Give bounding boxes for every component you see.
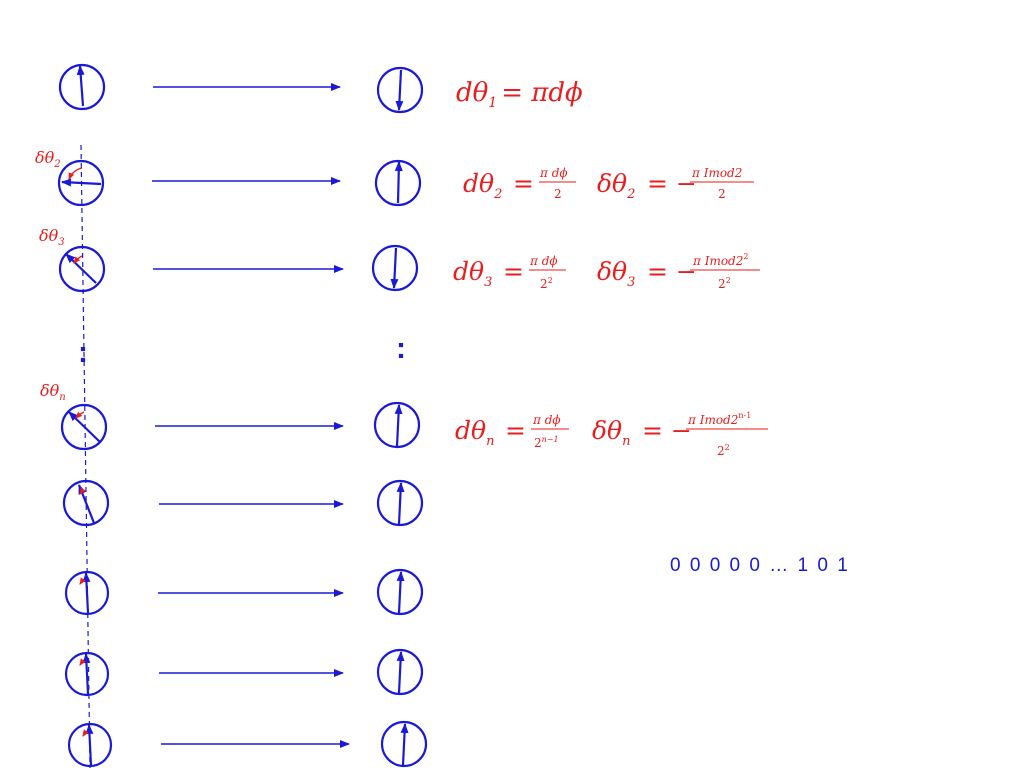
- input-qubit-n-plus-2: [66, 572, 108, 614]
- svg-text:2: 2: [718, 187, 726, 201]
- svg-text:dθ3: $d\theta_3$: [453, 257, 493, 290]
- output-qubit-n-plus-3: [378, 650, 422, 694]
- angle-label-n: $\delta\theta_n$: [40, 381, 66, 403]
- svg-text:=: =: [513, 169, 534, 198]
- svg-text:π dϕ: π dϕ: [530, 254, 558, 268]
- svg-text:π dϕ: π dϕ: [533, 413, 561, 427]
- svg-text:2: 2: [554, 187, 562, 201]
- equation-row-n: [455, 411, 768, 458]
- ellipsis-right: :: [396, 332, 408, 365]
- svg-text:π Imod22: π $Imod2^2$: [693, 252, 749, 268]
- svg-text:π Imod2n-1: π Imod2$^{n-1}$: [688, 411, 752, 427]
- svg-text:22: $2^2$: [540, 276, 553, 291]
- svg-text:π Imod2: π Imod2: [692, 166, 743, 180]
- output-qubit-2: [376, 161, 420, 205]
- svg-text:dθ2: $d\theta_2$: [463, 169, 503, 202]
- svg-text:δθ2: $\delta\theta_2$: [597, 169, 636, 202]
- equation-row-2: [463, 166, 754, 202]
- input-qubit-n-plus-3: [66, 653, 108, 695]
- svg-text:δθn: $\delta\theta_n$: [592, 416, 631, 449]
- svg-text:2n−1: $2^{n-1}$: [534, 435, 559, 450]
- input-qubit-n: [62, 405, 106, 449]
- equation-row-1: [456, 78, 583, 111]
- output-qubit-n-plus-4: [382, 722, 426, 766]
- svg-text:= −: = −: [642, 416, 692, 445]
- svg-text:22: $2^2$: [717, 443, 730, 458]
- output-qubit-n-plus-2: [378, 570, 422, 614]
- ellipsis-left: :: [78, 336, 90, 369]
- angle-label-3: $\delta\theta_3$: [39, 226, 65, 248]
- angle-label-2: $\delta\theta_2$: [35, 148, 61, 170]
- input-qubit-n-plus-4: [69, 724, 111, 766]
- output-qubit-n-plus-1: [378, 481, 422, 525]
- svg-text:22: $2^2$: [718, 276, 731, 291]
- svg-text:=: =: [503, 257, 524, 286]
- output-qubit-1: [378, 68, 422, 112]
- output-qubit-n: [375, 403, 419, 447]
- svg-text:= −: = −: [647, 169, 697, 198]
- svg-text:dθ1= πdϕ: $d\theta_1 = \pi d\phi$: [456, 78, 583, 111]
- output-qubit-circles: [373, 68, 426, 766]
- svg-text:π dϕ: π dϕ: [540, 166, 568, 180]
- svg-text:=: =: [505, 416, 526, 445]
- svg-text:dθn: $d\theta_n$: [455, 416, 495, 449]
- equation-row-3: [453, 252, 760, 291]
- input-qubit-1: [60, 65, 104, 109]
- svg-text:δθ3: $\delta\theta_3$: [597, 257, 636, 290]
- reference-dashed-line: [81, 145, 90, 768]
- output-qubit-3: [373, 246, 417, 290]
- svg-text:= −: = −: [647, 257, 697, 286]
- transform-arrows: [152, 87, 349, 744]
- bit-string: 0 0 0 0 0 … 1 0 1: [670, 555, 850, 576]
